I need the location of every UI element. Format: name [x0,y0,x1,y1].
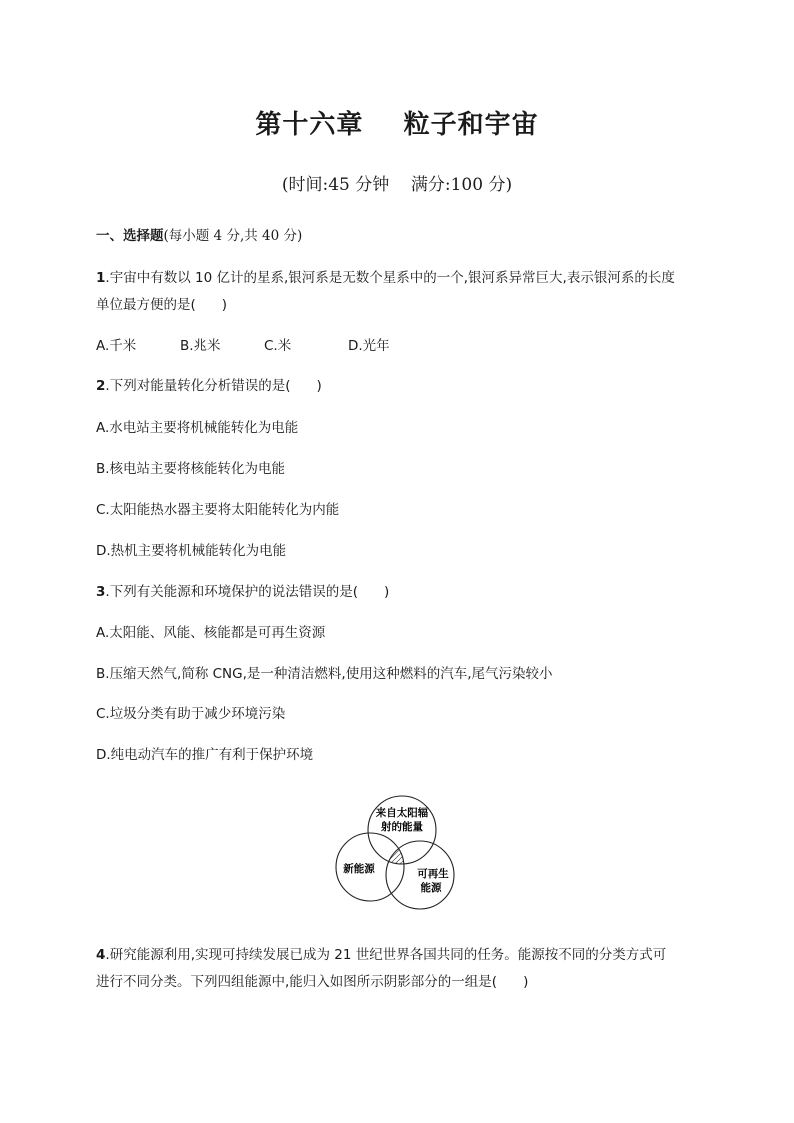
question-number: 1 [96,270,106,286]
question-number: 3 [96,584,106,600]
question-close: ) [523,974,529,990]
option-b: B.核电站主要将核能转化为电能 [96,461,286,477]
option-a: A.水电站主要将机械能转化为电能 [96,420,299,436]
question-1-line-1 [96,266,675,286]
venn-diagram [330,795,464,915]
question-4-line-1 [96,943,666,963]
option-b: B.兆米 [180,338,221,354]
question-1-line-2 [96,293,227,313]
question-3-stem [96,580,389,600]
question-text: .下列对能量转化分析错误的是( [105,378,291,394]
exam-info: (时间:45 分钟 满分:100 分) [281,175,513,195]
option-a: A.千米 [96,338,137,354]
question-text: .宇宙中有数以 10 亿计的星系,银河系是无数个星系中的一个,银河系异常巨大,表示银河系的长度 [105,270,675,286]
option-d: D.纯电动汽车的推广有利于保护环境 [96,747,314,763]
label-new-energy: 新能源 [343,863,375,875]
question-1-options [96,334,432,354]
question-2-stem [96,374,322,394]
option-c: C.太阳能热水器主要将太阳能转化为内能 [96,502,340,518]
option-d: D.热机主要将机械能转化为电能 [96,543,287,559]
question-text: .下列有关能源和环境保护的说法错误的是( [105,584,358,600]
question-number: 2 [96,378,106,394]
question-number: 4 [96,947,106,963]
question-text: 单位最方便的是( [96,297,196,313]
question-text: .研究能源利用,实现可持续发展已成为 21 世纪世界各国共同的任务。能源按不同的分类方式可 [105,947,667,963]
question-4-line-2 [96,970,528,990]
section-heading [96,224,302,244]
question-text: 进行不同分类。下列四组能源中,能归入如图所示阴影部分的一组是( [96,974,498,990]
option-b: B.压缩天然气,简称 CNG,是一种清洁燃料,使用这种燃料的汽车,尾气污染较小 [96,666,553,682]
label-solar-line-2: 射的能量 [381,821,423,833]
question-close: ) [316,378,322,394]
page-title: 第十六章 粒子和宇宙 [255,110,539,140]
option-a: A.太阳能、风能、核能都是可再生资源 [96,625,326,641]
section-note: (每小题 4 分,共 40 分) [163,228,303,244]
section-label: 一、选择题 [96,228,164,244]
question-close: ) [221,297,228,313]
label-renewable-line-1: 可再生 [417,868,449,880]
option-c: C.垃圾分类有助于减少环境污染 [96,706,286,722]
question-close: ) [383,584,390,600]
label-renewable-line-2: 能源 [420,882,442,894]
option-c: C.米 [264,338,292,354]
option-d: D.光年 [348,338,390,354]
label-solar-line-1: 来自太阳辐 [375,807,429,819]
